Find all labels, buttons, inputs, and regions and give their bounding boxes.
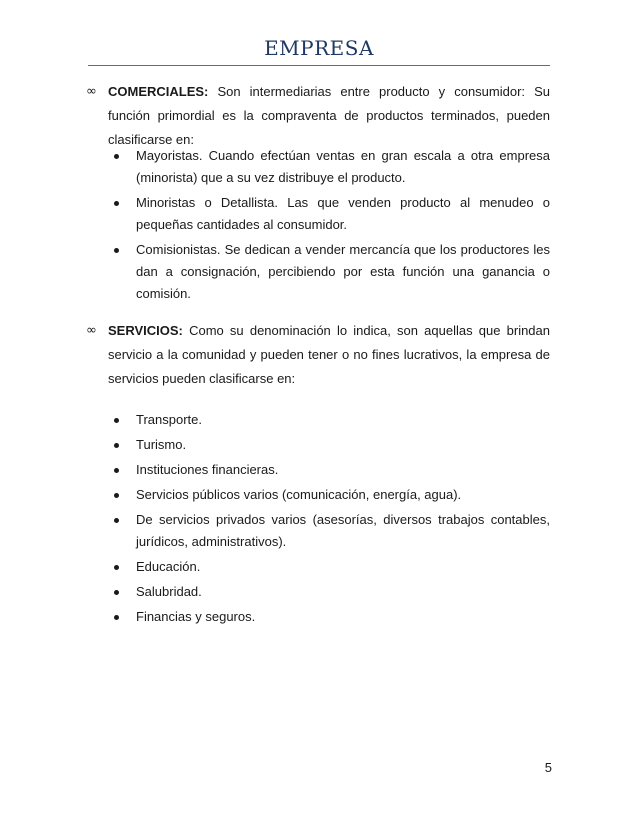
bullet-dot-icon xyxy=(114,493,119,498)
list-item-text: Financias y seguros. xyxy=(136,609,256,624)
list-item xyxy=(112,459,550,481)
list-item-text: Transporte. xyxy=(136,412,202,427)
section-text: Son intermediarias entre producto y consumidor: Su función primordial es la compraventa de productos terminados, pueden clasificarse en: xyxy=(108,84,550,147)
bullet-dot-icon xyxy=(114,565,119,570)
list-item-text: Instituciones financieras. xyxy=(136,462,279,477)
list-item-text: Servicios públicos varios (comunicación, energía, agua). xyxy=(136,487,462,502)
infinity-bullet-icon: ∞ xyxy=(86,84,97,99)
list-item xyxy=(112,509,550,553)
bullet-dot-icon xyxy=(114,154,119,159)
list-item xyxy=(112,145,550,189)
section-paragraph xyxy=(108,80,550,152)
section-comerciales xyxy=(88,80,550,152)
list-item xyxy=(112,409,550,431)
list-item-text: Mayoristas. Cuando efectúan ventas en gran escala a otra empresa (minorista) que a su vez distribuye el producto. xyxy=(136,148,550,185)
list-item xyxy=(112,581,550,603)
header-divider xyxy=(88,65,550,66)
list-item xyxy=(112,484,550,506)
list-item-text: Minoristas o Detallista. Las que venden producto al menudeo o pequeñas cantidades al consumidor. xyxy=(136,195,550,232)
list-item xyxy=(112,434,550,456)
bullet-dot-icon xyxy=(114,590,119,595)
bullet-dot-icon xyxy=(114,615,119,620)
list-item-text: Educación. xyxy=(136,559,201,574)
list-item xyxy=(112,192,550,236)
list-item xyxy=(112,556,550,578)
bullet-dot-icon xyxy=(114,248,119,253)
section-text: Como su denominación lo indica, son aquellas que brindan servicio a la comunidad y pueden tener o no fines lucrativos, la empresa de servicios pueden clasificarse en: xyxy=(108,323,550,386)
list-item xyxy=(112,239,550,305)
comerciales-list xyxy=(112,145,550,308)
section-title: SERVICIOS: xyxy=(108,323,183,338)
servicios-list xyxy=(112,409,550,631)
page-number: 5 xyxy=(544,760,552,775)
bullet-dot-icon xyxy=(114,518,119,523)
bullet-dot-icon xyxy=(114,418,119,423)
section-servicios xyxy=(88,319,550,391)
section-paragraph xyxy=(108,319,550,391)
section-title: COMERCIALES: xyxy=(108,84,209,99)
infinity-bullet-icon: ∞ xyxy=(86,323,97,338)
list-item-text: De servicios privados varios (asesorías, diversos trabajos contables, jurídicos, administrativos). xyxy=(136,512,550,549)
list-item-text: Salubridad. xyxy=(136,584,202,599)
bullet-dot-icon xyxy=(114,468,119,473)
list-item xyxy=(112,606,550,628)
list-item-text: Turismo. xyxy=(136,437,187,452)
page-title: EMPRESA xyxy=(264,36,374,60)
list-item-text: Comisionistas. Se dedican a vender mercancía que los productores les dan a consignación, percibiendo por esta función una ganancia o comisión. xyxy=(136,242,550,301)
bullet-dot-icon xyxy=(114,201,119,206)
bullet-dot-icon xyxy=(114,443,119,448)
